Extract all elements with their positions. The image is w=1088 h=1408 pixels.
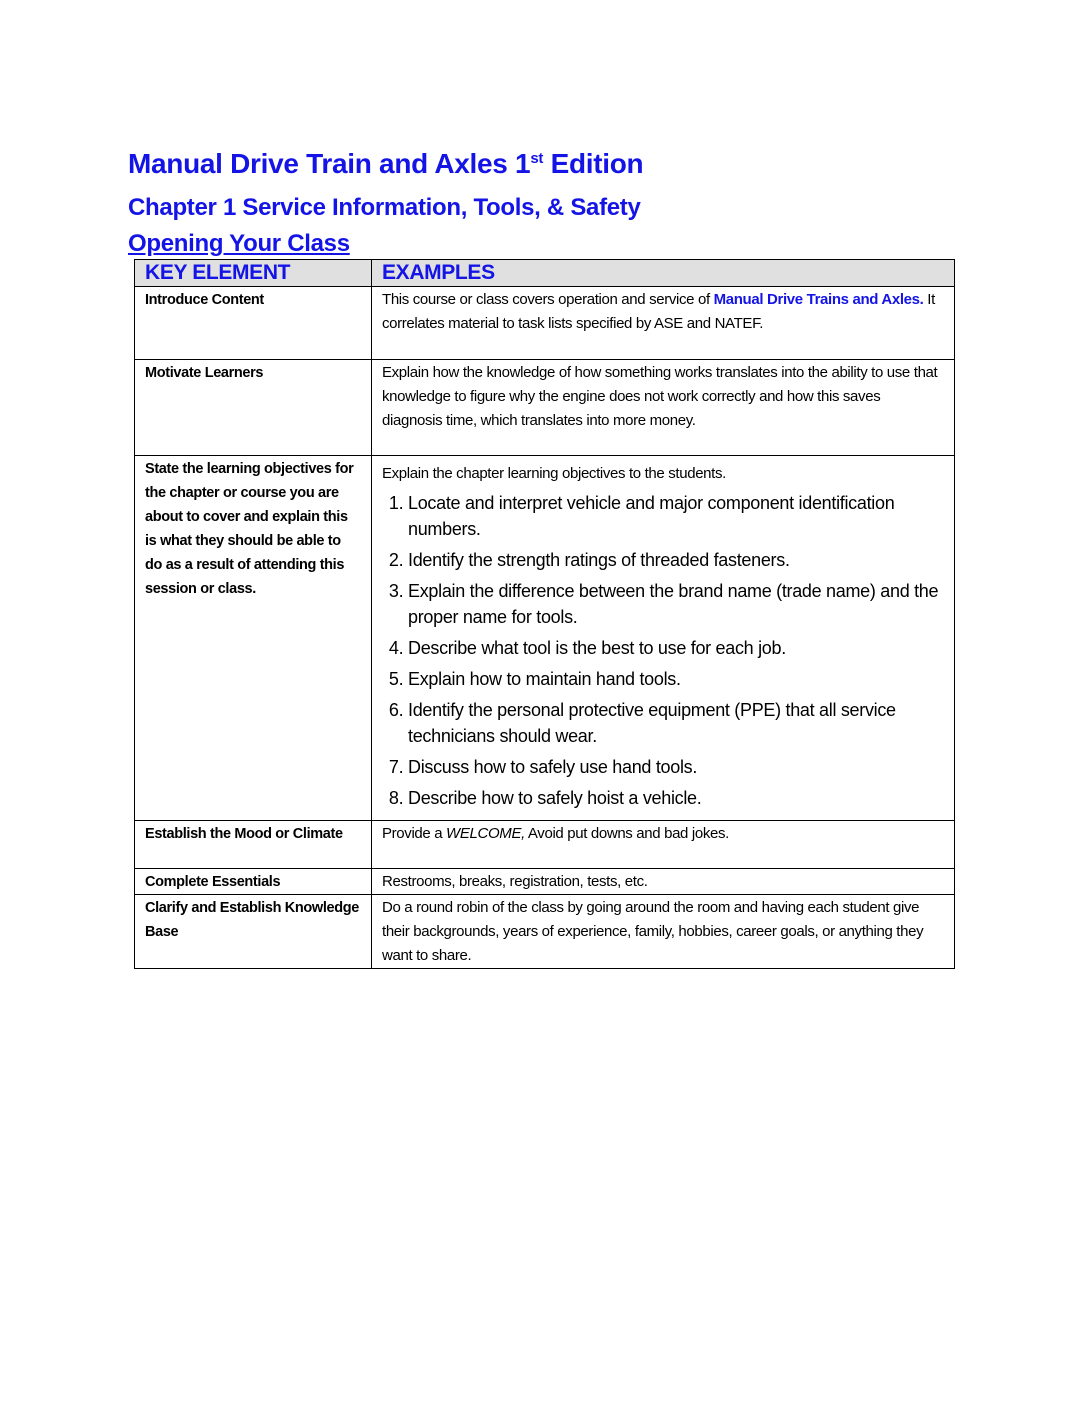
example-text: Provide a <box>382 825 447 842</box>
key-cell: Introduce Content <box>135 287 372 360</box>
key-elements-table <box>134 259 955 969</box>
title-text: Manual Drive Train and Axles 1 <box>128 148 531 179</box>
example-cell <box>372 287 955 360</box>
objective-item: 6. Identify the personal protective equipment (PPE) that all service technicians should wear. <box>408 697 944 749</box>
objective-item: 7. Discuss how to safely use hand tools. <box>408 754 944 780</box>
objectives-intro: Explain the chapter learning objectives to the students. <box>382 465 726 482</box>
key-cell: Clarify and Establish Knowledge Base <box>135 895 372 969</box>
example-cell <box>372 821 955 869</box>
title-edition: Edition <box>543 148 644 179</box>
objective-item: 5. Explain how to maintain hand tools. <box>408 666 944 692</box>
table-row <box>135 821 955 869</box>
objectives-list <box>382 490 944 811</box>
table-row <box>135 287 955 360</box>
table-row <box>135 456 955 821</box>
example-text: Avoid put downs and bad jokes. <box>524 825 729 842</box>
example-cell <box>372 456 955 821</box>
example-text: It correlates material to task lists specified by ASE and NATEF. <box>382 291 935 332</box>
example-text: This course or class covers operation and service of <box>382 291 714 308</box>
table-row <box>135 869 955 895</box>
example-cell: Restrooms, breaks, registration, tests, etc. <box>372 869 955 895</box>
key-cell: Complete Essentials <box>135 869 372 895</box>
objective-item: 8. Describe how to safely hoist a vehicle. <box>408 785 944 811</box>
highlighted-title: Manual Drive Trains and Axles. <box>713 291 924 308</box>
document-title <box>128 148 643 180</box>
header-examples: EXAMPLES <box>372 260 955 287</box>
objective-item: 3. Explain the difference between the brand name (trade name) and the proper name for tools. <box>408 578 944 630</box>
chapter-heading: Chapter 1 Service Information, Tools, & Safety <box>128 194 641 221</box>
table-row <box>135 360 955 456</box>
key-cell: Motivate Learners <box>135 360 372 456</box>
table-header-row <box>135 260 955 287</box>
objective-item: 2. Identify the strength ratings of threaded fasteners. <box>408 547 944 573</box>
key-cell: Establish the Mood or Climate <box>135 821 372 869</box>
table-row <box>135 895 955 969</box>
key-cell: State the learning objectives for the chapter or course you are about to cover and explain this is what they should be able to do as a result of attending this session or class. <box>135 456 372 821</box>
welcome-emphasis: WELCOME, <box>446 825 525 842</box>
objective-item: 1. Locate and interpret vehicle and major component identification numbers. <box>408 490 944 542</box>
section-heading: Opening Your Class <box>128 230 350 257</box>
example-cell: Explain how the knowledge of how something works translates into the ability to use that knowledge to figure why the engine does not work correctly and how this saves diagnosis time, which translates into more money. <box>372 360 955 456</box>
objective-item: 4. Describe what tool is the best to use for each job. <box>408 635 944 661</box>
title-superscript: st <box>530 150 544 167</box>
header-key-element: KEY ELEMENT <box>135 260 372 287</box>
example-cell: Do a round robin of the class by going around the room and having each student give their backgrounds, years of experience, family, hobbies, career goals, or anything they want to share. <box>372 895 955 969</box>
